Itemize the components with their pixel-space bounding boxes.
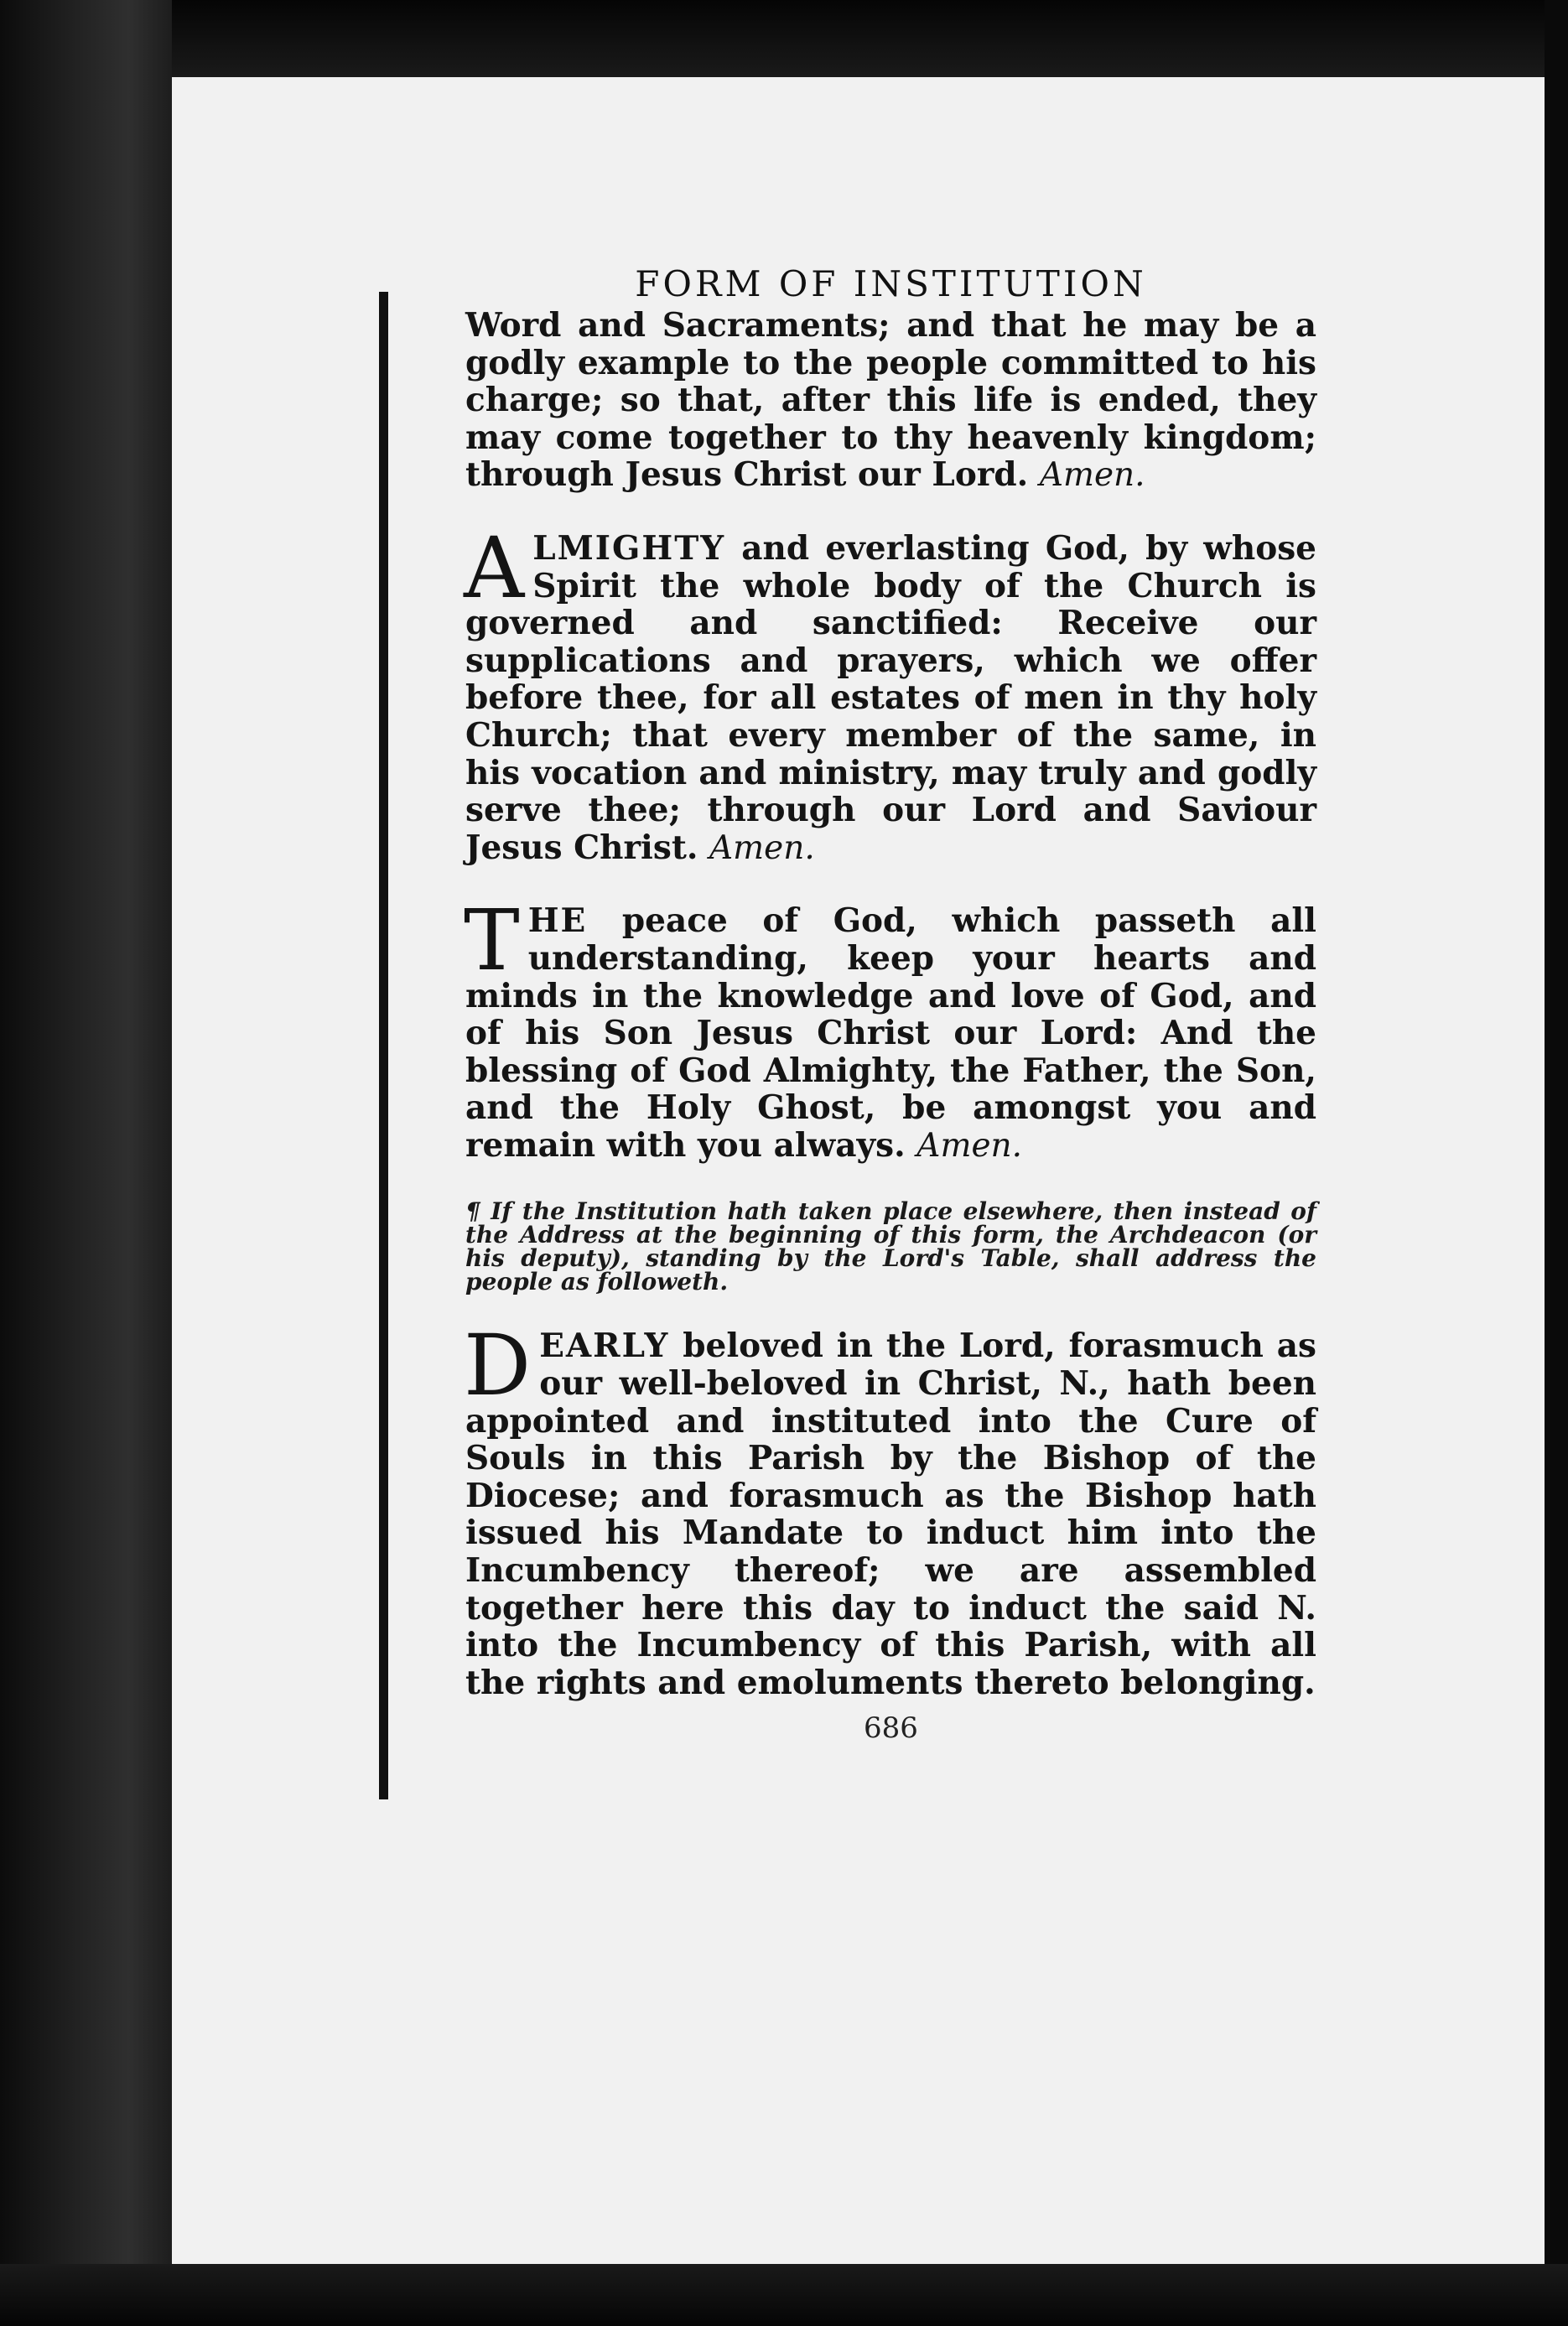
- margin-rule: [379, 292, 388, 1799]
- paragraph-text: peace of God, which passeth all understanding, keep your hearts and minds in the knowledge and love of God, and of his Son Jesus Christ our Lord: And the blessing of God Almighty, the Father, the Son, and the Holy Ghost, be amongst you and remain with you always.: [465, 901, 1316, 1165]
- microfilm-right-border: [1545, 0, 1568, 2326]
- drop-cap: T: [464, 891, 520, 990]
- amen: Amen.: [709, 828, 815, 867]
- amen: Amen.: [1039, 456, 1145, 495]
- microfilm-top-border: [0, 0, 1568, 77]
- paragraph-text: and everlasting God, by whose Spirit the whole body of the Church is governed and sanctified: Receive our supplications and prayers, which we offer before thee, for all estates of men in thy holy Church; that every member of the same, in his vocation and ministry, may truly and godly serve thee; through our Lord and Saviour Jesus Christ.: [465, 528, 1316, 867]
- microfilm-left-border: [0, 0, 172, 2326]
- page-number: 686: [864, 1711, 918, 1746]
- rubric-text: If the Institution hath taken place elsewhere, then instead of the Address at the beginning of this form, the Archdeacon (or his deputy), standing by the Lord's Table, shall address the people as followeth.: [465, 1197, 1317, 1296]
- lead-capitals: LMIGHTY: [532, 528, 726, 568]
- lead-capitals: EARLY: [539, 1327, 670, 1366]
- paragraph-text: Word and Sacraments; and that he may be a godly example to the people committed to his charge; so that, after this life is ended, they may come together to thy heavenly kingdom; through Jesus Christ our Lord.: [465, 306, 1316, 495]
- drop-cap: D: [464, 1316, 532, 1415]
- pilcrow-mark: ¶: [465, 1197, 480, 1226]
- drop-cap: A: [464, 518, 525, 617]
- address-paragraph: [464, 1316, 1316, 1702]
- collect-paragraph: [464, 518, 1316, 867]
- rubric: [465, 1197, 1317, 1296]
- microfilm-bottom-border: [0, 2264, 1568, 2326]
- running-head: FORM OF INSTITUTION: [635, 263, 1147, 304]
- paragraph-continuation: [465, 307, 1316, 495]
- lead-capitals: HE: [527, 901, 588, 941]
- paragraph-text: beloved in the Lord, forasmuch as our well-beloved in Christ, N., hath been appointed and instituted into the Cure of Souls in this Parish by the Bishop of the Diocese; and forasmuch as the Bishop hath issued his Mandate to induct him into the Incumbency thereof; we are assembled together here this day to induct the said N. into the Incumbency of this Parish, with all the rights and emoluments thereto belonging.: [465, 1327, 1316, 1702]
- amen: Amen.: [916, 1126, 1023, 1165]
- page-text-block: [465, 262, 1316, 1745]
- blessing-paragraph: [464, 891, 1316, 1165]
